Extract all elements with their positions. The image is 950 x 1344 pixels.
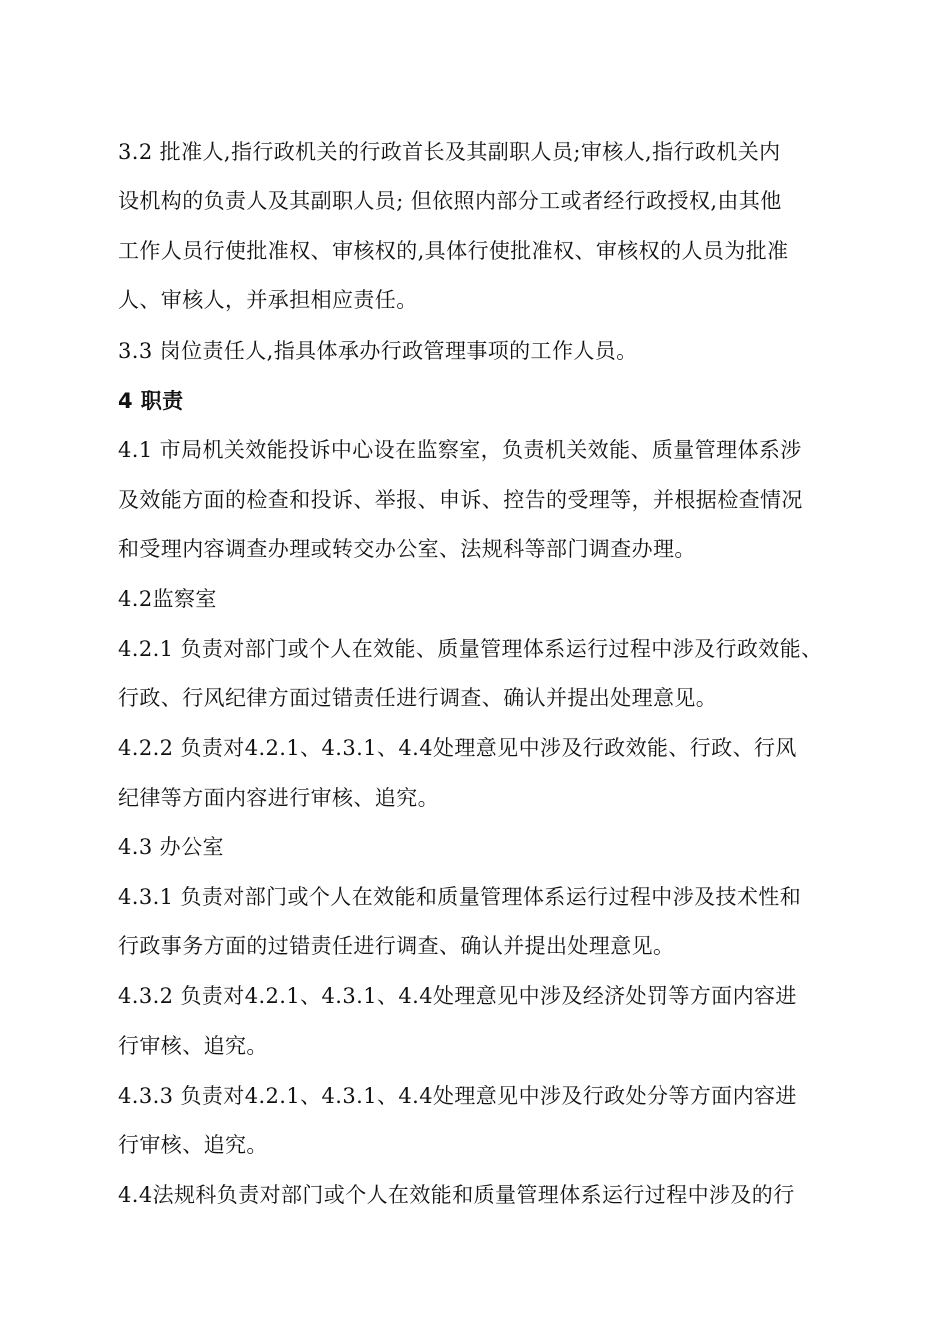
text-line-4-1-c: 和受理内容调查办理或转交办公室、法规科等部门调查办理。: [118, 537, 696, 561]
text-line-4-3-2-b: 行审核、追究。: [118, 1034, 268, 1058]
text-line-3-2-a: 3.2 批准人,指行政机关的行政首长及其副职人员;审核人,指行政机关内: [118, 140, 781, 164]
section-heading-4: 4 职责: [118, 389, 184, 413]
text-line-4-2-2-b: 纪律等方面内容进行审核、追究。: [118, 786, 439, 810]
subheading-4-2: 4.2监察室: [118, 587, 217, 611]
subheading-4-3: 4.3 办公室: [118, 835, 224, 859]
text-line-4-3-1-b: 行政事务方面的过错责任进行调查、确认并提出处理意见。: [118, 934, 675, 958]
text-line-4-1-a: 4.1 市局机关效能投诉中心设在监察室，负责机关效能、质量管理体系涉: [118, 438, 802, 462]
text-line-4-4: 4.4法规科负责对部门或个人在效能和质量管理体系运行过程中涉及的行: [118, 1183, 795, 1207]
text-line-4-3-2-a: 4.3.2 负责对4.2.1、4.3.1、4.4处理意见中涉及经济处罚等方面内容进: [118, 984, 797, 1008]
text-line-4-3-1-a: 4.3.1 负责对部门或个人在效能和质量管理体系运行过程中涉及技术性和: [118, 885, 802, 909]
text-line-4-3-3-b: 行审核、追究。: [118, 1133, 268, 1157]
text-line-4-2-2-a: 4.2.2 负责对4.2.1、4.3.1、4.4处理意见中涉及行政效能、行政、行风: [118, 736, 797, 760]
text-line-4-2-1-a: 4.2.1 负责对部门或个人在效能、质量管理体系运行过程中涉及行政效能、: [118, 637, 823, 661]
text-line-3-3: 3.3 岗位责任人,指具体承办行政管理事项的工作人员。: [118, 339, 638, 363]
text-line-4-1-b: 及效能方面的检查和投诉、举报、申诉、控告的受理等，并根据检查情况: [118, 488, 803, 512]
text-line-4-2-1-b: 行政、行风纪律方面过错责任进行调查、确认并提出处理意见。: [118, 686, 718, 710]
text-line-4-3-3-a: 4.3.3 负责对4.2.1、4.3.1、4.4处理意见中涉及行政处分等方面内容进: [118, 1084, 797, 1108]
text-line-3-2-b: 设机构的负责人及其副职人员; 但依照内部分工或者经行政授权,由其他: [118, 189, 782, 213]
text-line-3-2-c: 工作人员行使批准权、审核权的,具体行使批准权、审核权的人员为批准: [118, 239, 789, 263]
text-line-3-2-d: 人、审核人，并承担相应责任。: [118, 288, 418, 312]
